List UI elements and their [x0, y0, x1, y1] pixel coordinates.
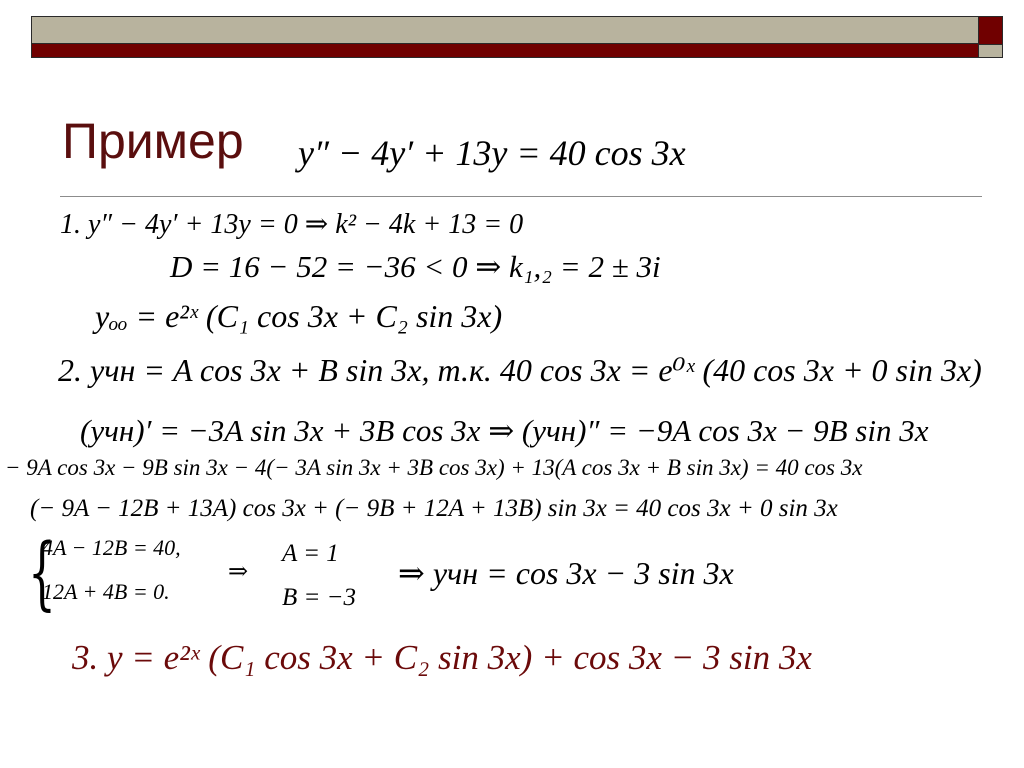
system-implies-arrow: ⇒ — [228, 559, 249, 585]
top-bar-dark-strip — [32, 44, 978, 57]
step3-final-solution: 3. y = e²ˣ (C₁ cos 3x + C₂ sin 3x) + cos 3x − 3 sin 3x — [72, 638, 812, 677]
slide-title: Пример — [62, 113, 244, 169]
solution-a: A = 1 — [282, 540, 339, 567]
step2-particular-form: 2. yчн = A cos 3x + B sin 3x, т.к. 40 cos 3x = e⁰ˣ (40 cos 3x + 0 sin 3x) — [58, 352, 982, 388]
solution-b: B = −3 — [282, 584, 357, 611]
system-equation-2: 12A + 4B = 0. — [42, 579, 170, 604]
particular-solution-result: ⇒ yчн = cos 3x − 3 sin 3x — [398, 555, 734, 591]
discriminant-line: D = 16 − 52 = −36 < 0 ⇒ k₁,₂ = 2 ± 3i — [170, 249, 661, 284]
main-equation: y″ − 4y′ + 13y = 40 cos 3x — [298, 133, 686, 173]
substitution-line: − 9A cos 3x − 9B sin 3x − 4(− 3A sin 3x + 3B cos 3x) + 13(A cos 3x + B sin 3x) = 40 cos 3x — [5, 455, 863, 480]
top-bar-corner-light — [978, 44, 1002, 57]
title-divider — [60, 196, 982, 197]
general-homogeneous-solution: yₒₒ = e²ˣ (C₁ cos 3x + C₂ sin 3x) — [95, 298, 503, 334]
system-brace: { — [28, 526, 56, 619]
decorative-top-bar — [31, 16, 1003, 58]
collected-terms-line: (− 9A − 12B + 13A) cos 3x + (− 9B + 12A + 13B) sin 3x = 40 cos 3x + 0 sin 3x — [30, 495, 838, 522]
top-bar-light-strip — [32, 17, 978, 44]
derivatives-line: (yчн)′ = −3A sin 3x + 3B cos 3x ⇒ (yчн)″ = −9A cos 3x − 9B sin 3x — [80, 413, 929, 448]
top-bar-corner-dark — [978, 17, 1002, 44]
system-equation-1: 4A − 12B = 40, — [42, 535, 181, 560]
step1-characteristic-equation: 1. y″ − 4y′ + 13y = 0 ⇒ k² − 4k + 13 = 0 — [60, 209, 524, 240]
